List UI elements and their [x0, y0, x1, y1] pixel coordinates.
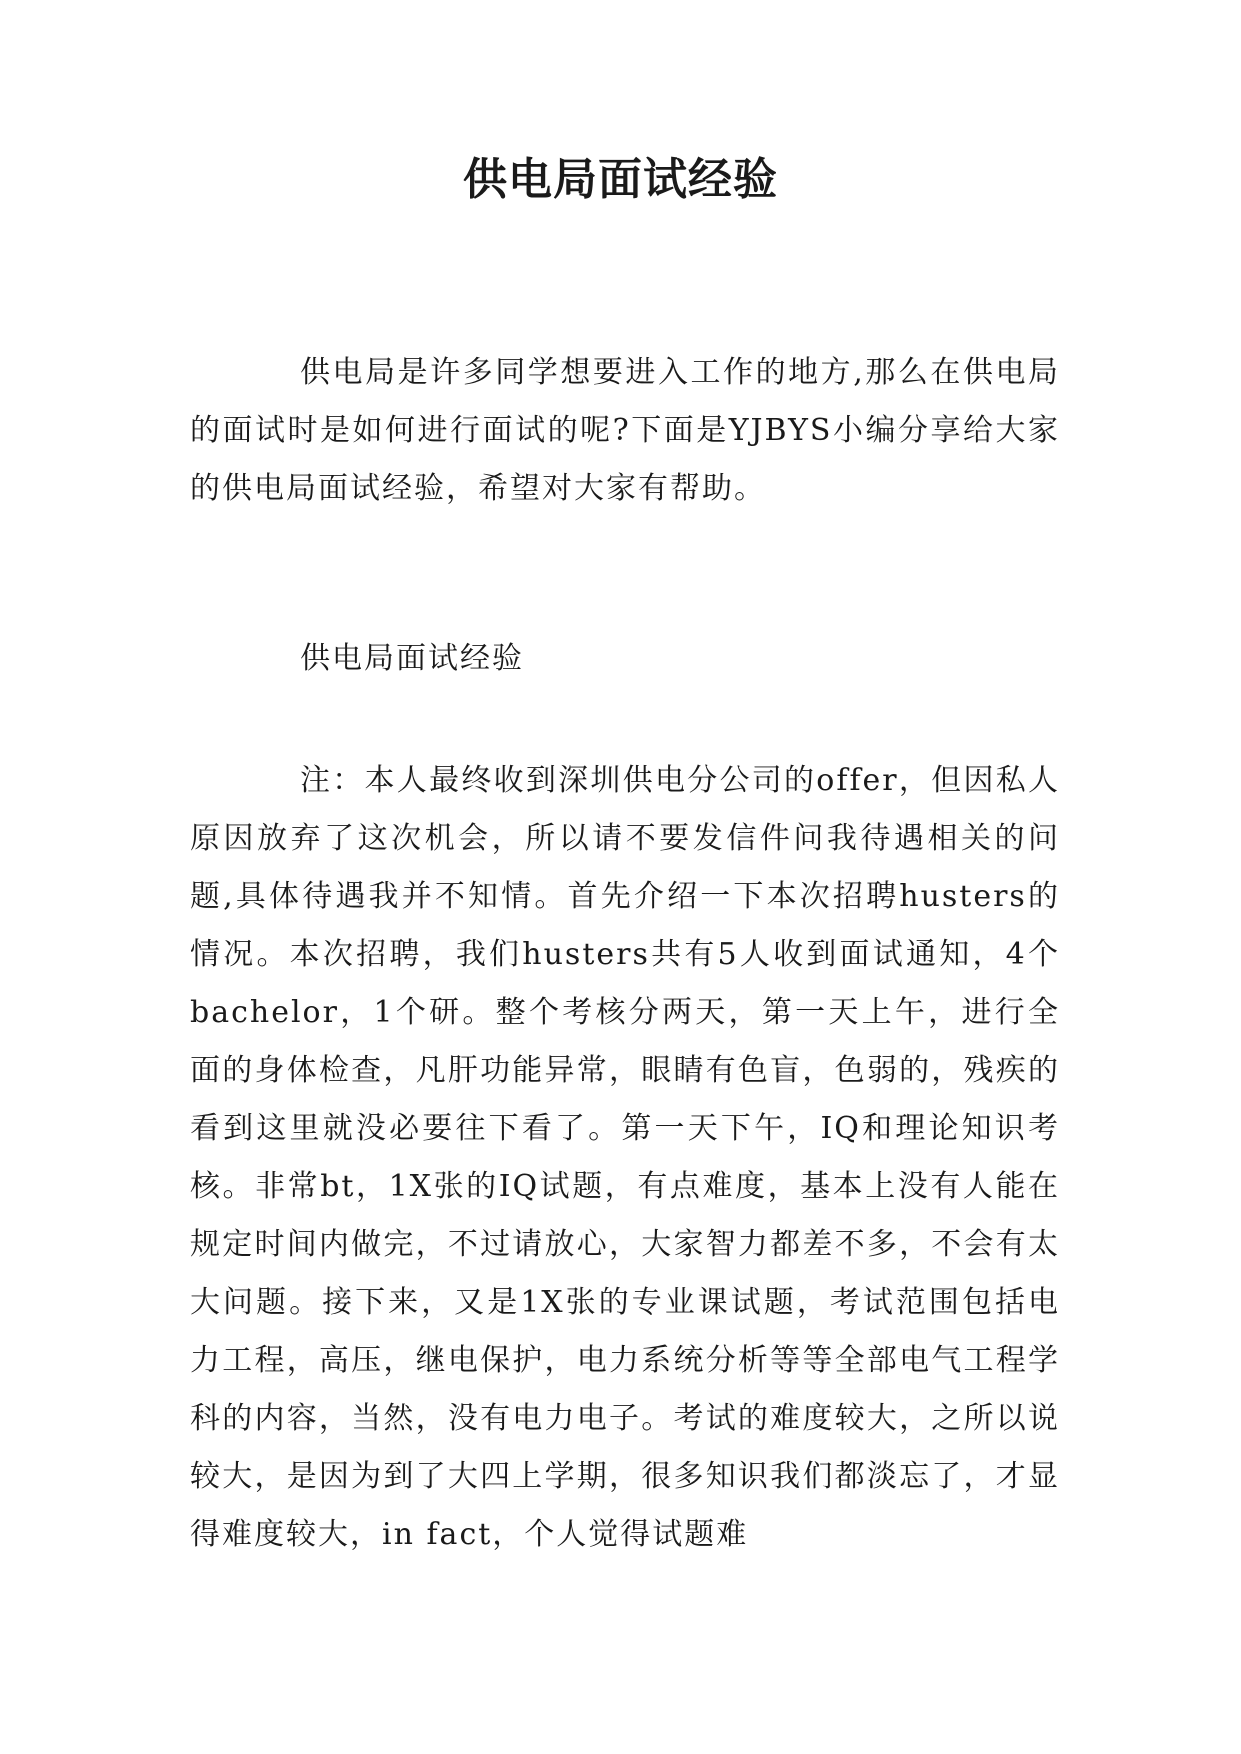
document-title: 供电局面试经验 [463, 154, 778, 205]
intro-paragraph: 供电局是许多同学想要进入工作的地方,那么在供电局的面试时是如何进行面试的呢?下面是YJBYS小编分享给大家的供电局面试经验，希望对大家有帮助。 [190, 355, 1060, 506]
note-paragraph: 注：本人最终收到深圳供电分公司的offer，但因私人原因放弃了这次机会，所以请不要发信件问我待遇相关的问题,具体待遇我并不知情。首先介绍一下本次招聘husters的情况。本次招聘，我们husters共有5人收到面试通知，4个bachelor，1个研。整个考核分两天，第一天上午，进行全面的身体检查，凡肝功能异常，眼睛有色盲，色弱的，残疾的看到这里就没必要往下看了。第一天下午，IQ和理论知识考核。非常bt，1X张的IQ试题，有点难度，基本上没有人能在规定时间内做完，不过请放心，大家智力都差不多，不会有太大问题。接下来，又是1X张的专业课试题，考试范围包括电力工程，高压，继电保护，电力系统分析等等全部电气工程学科的内容，当然，没有电力电子。考试的难度较大，之所以说较大，是因为到了大四上学期，很多知识我们都淡忘了，才显得难度较大，in fact，个人觉得试题难 [190, 763, 1060, 1552]
section-heading: 供电局面试经验 [300, 641, 524, 676]
